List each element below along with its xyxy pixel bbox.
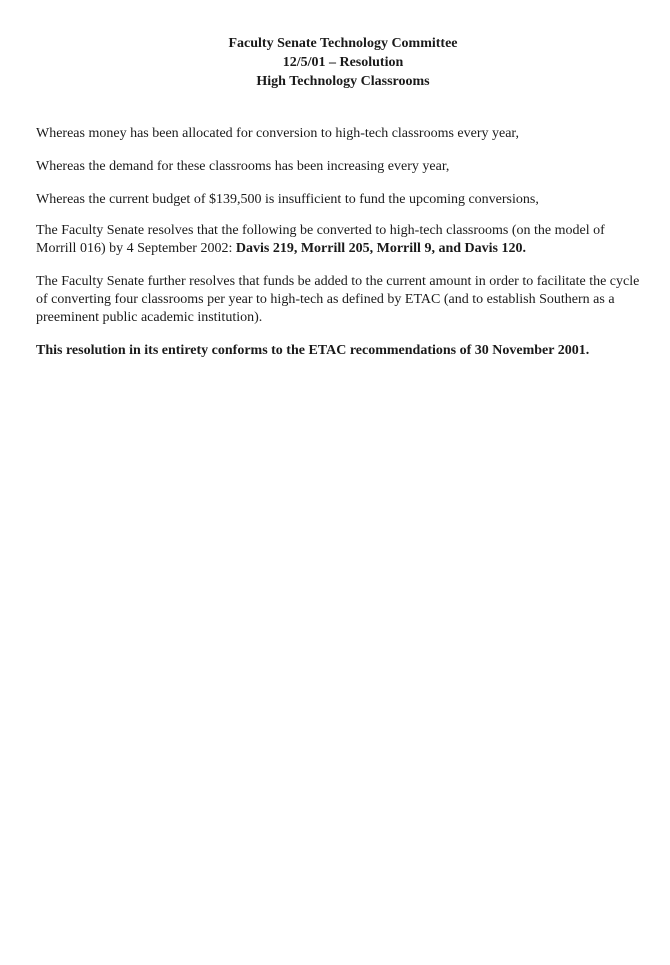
document-subject: High Technology Classrooms <box>256 74 430 89</box>
whereas-budget-paragraph: Whereas the current budget of $139,500 is insufficient to fund the upcoming conversions, <box>36 192 539 207</box>
etac-conformance-statement: This resolution in its entirety conforms to the ETAC recommendations of 30 November 2001. <box>36 343 590 358</box>
whereas-allocation-paragraph: Whereas money has been allocated for conversion to high-tech classrooms every year, <box>36 126 520 141</box>
classroom-list: Davis 219, Morrill 205, Morrill 9, and Davis 120. <box>235 241 526 256</box>
resolution-conversion-text: The Faculty Senate resolves that the following be converted to high-tech classrooms (on the model of Morrill 016) by 4 September 2002: <box>36 223 605 256</box>
whereas-demand-paragraph: Whereas the demand for these classrooms has been increasing every year, <box>36 159 450 174</box>
document-date-type: 12/5/01 – Resolution <box>282 55 404 70</box>
resolution-conversion-paragraph <box>36 222 640 258</box>
committee-name: Faculty Senate Technology Committee <box>228 36 458 51</box>
document-heading <box>46 34 640 91</box>
resolution-funding-paragraph: The Faculty Senate further resolves that funds be added to the current amount in order to facilitate the cycle of converting four classrooms per year to high-tech as defined by ETAC (and to establish Southern as a preeminent public academic institution). <box>36 274 640 325</box>
